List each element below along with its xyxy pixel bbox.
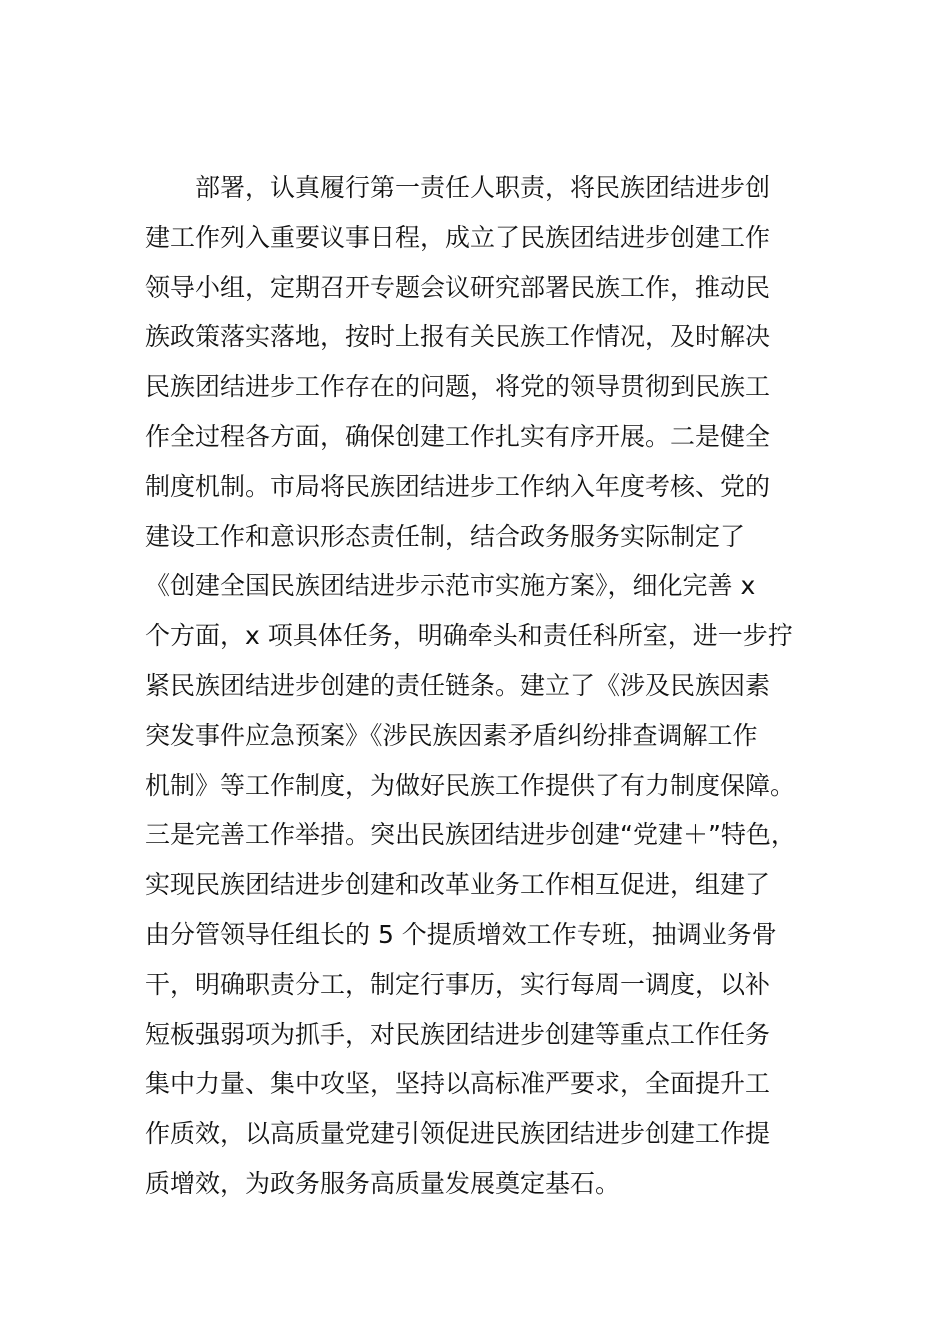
paragraph-line: 族政策落实落地，按时上报有关民族工作情况，及时解决 [145,322,771,352]
paragraph-line: 作质效，以高质量党建引领促进民族团结进步创建工作提 [145,1119,771,1149]
paragraph-line: 短板强弱项为抓手，对民族团结进步创建等重点工作任务 [145,1019,771,1049]
paragraph-line: 质增效，为政务服务高质量发展奠定基石。 [145,1168,621,1198]
paragraph-line: 民族团结进步工作存在的问题，将党的领导贯彻到民族工 [145,372,771,402]
paragraph-line: 制度机制。市局将民族团结进步工作纳入年度考核、党的 [145,471,771,501]
paragraph-line: 部署，认真履行第一责任人职责，将民族团结进步创 [195,173,771,202]
paragraph-line: 建设工作和意识形态责任制，结合政务服务实际制定了 [145,521,746,551]
paragraph-line: 干，明确职责分工，制定行事历，实行每周一调度，以补 [145,969,771,999]
paragraph-line: 机制》等工作制度，为做好民族工作提供了有力制度保障。 [145,770,796,800]
paragraph-line: 突发事件应急预案》《涉民族因素矛盾纠纷排查调解工作 [145,720,758,750]
body-paragraph [145,163,815,1209]
paragraph-line: 由分管领导任组长的 5 个提质增效工作专班，抽调业务骨 [145,919,777,949]
paragraph-line: 个方面，x 项具体任务，明确牵头和责任科所室，进一步拧 [145,621,793,651]
paragraph-line: 领导小组，定期召开专题会议研究部署民族工作，推动民 [145,272,771,302]
paragraph-line: 《创建全国民族团结进步示范市实施方案》，细化完善 x [145,571,756,601]
paragraph-line: 紧民族团结进步创建的责任链条。建立了《涉及民族因素 [145,670,771,700]
paragraph-line: 实现民族团结进步创建和改革业务工作相互促进，组建了 [145,870,771,900]
paragraph-line: 建工作列入重要议事日程，成立了民族团结进步创建工作 [145,222,771,252]
paragraph-line: 集中力量、集中攻坚，坚持以高标准严要求，全面提升工 [145,1069,771,1099]
paragraph-line: 三是完善工作举措。突出民族团结进步创建“党建＋”特色， [145,820,796,850]
paragraph-line: 作全过程各方面，确保创建工作扎实有序开展。二是健全 [145,421,771,451]
